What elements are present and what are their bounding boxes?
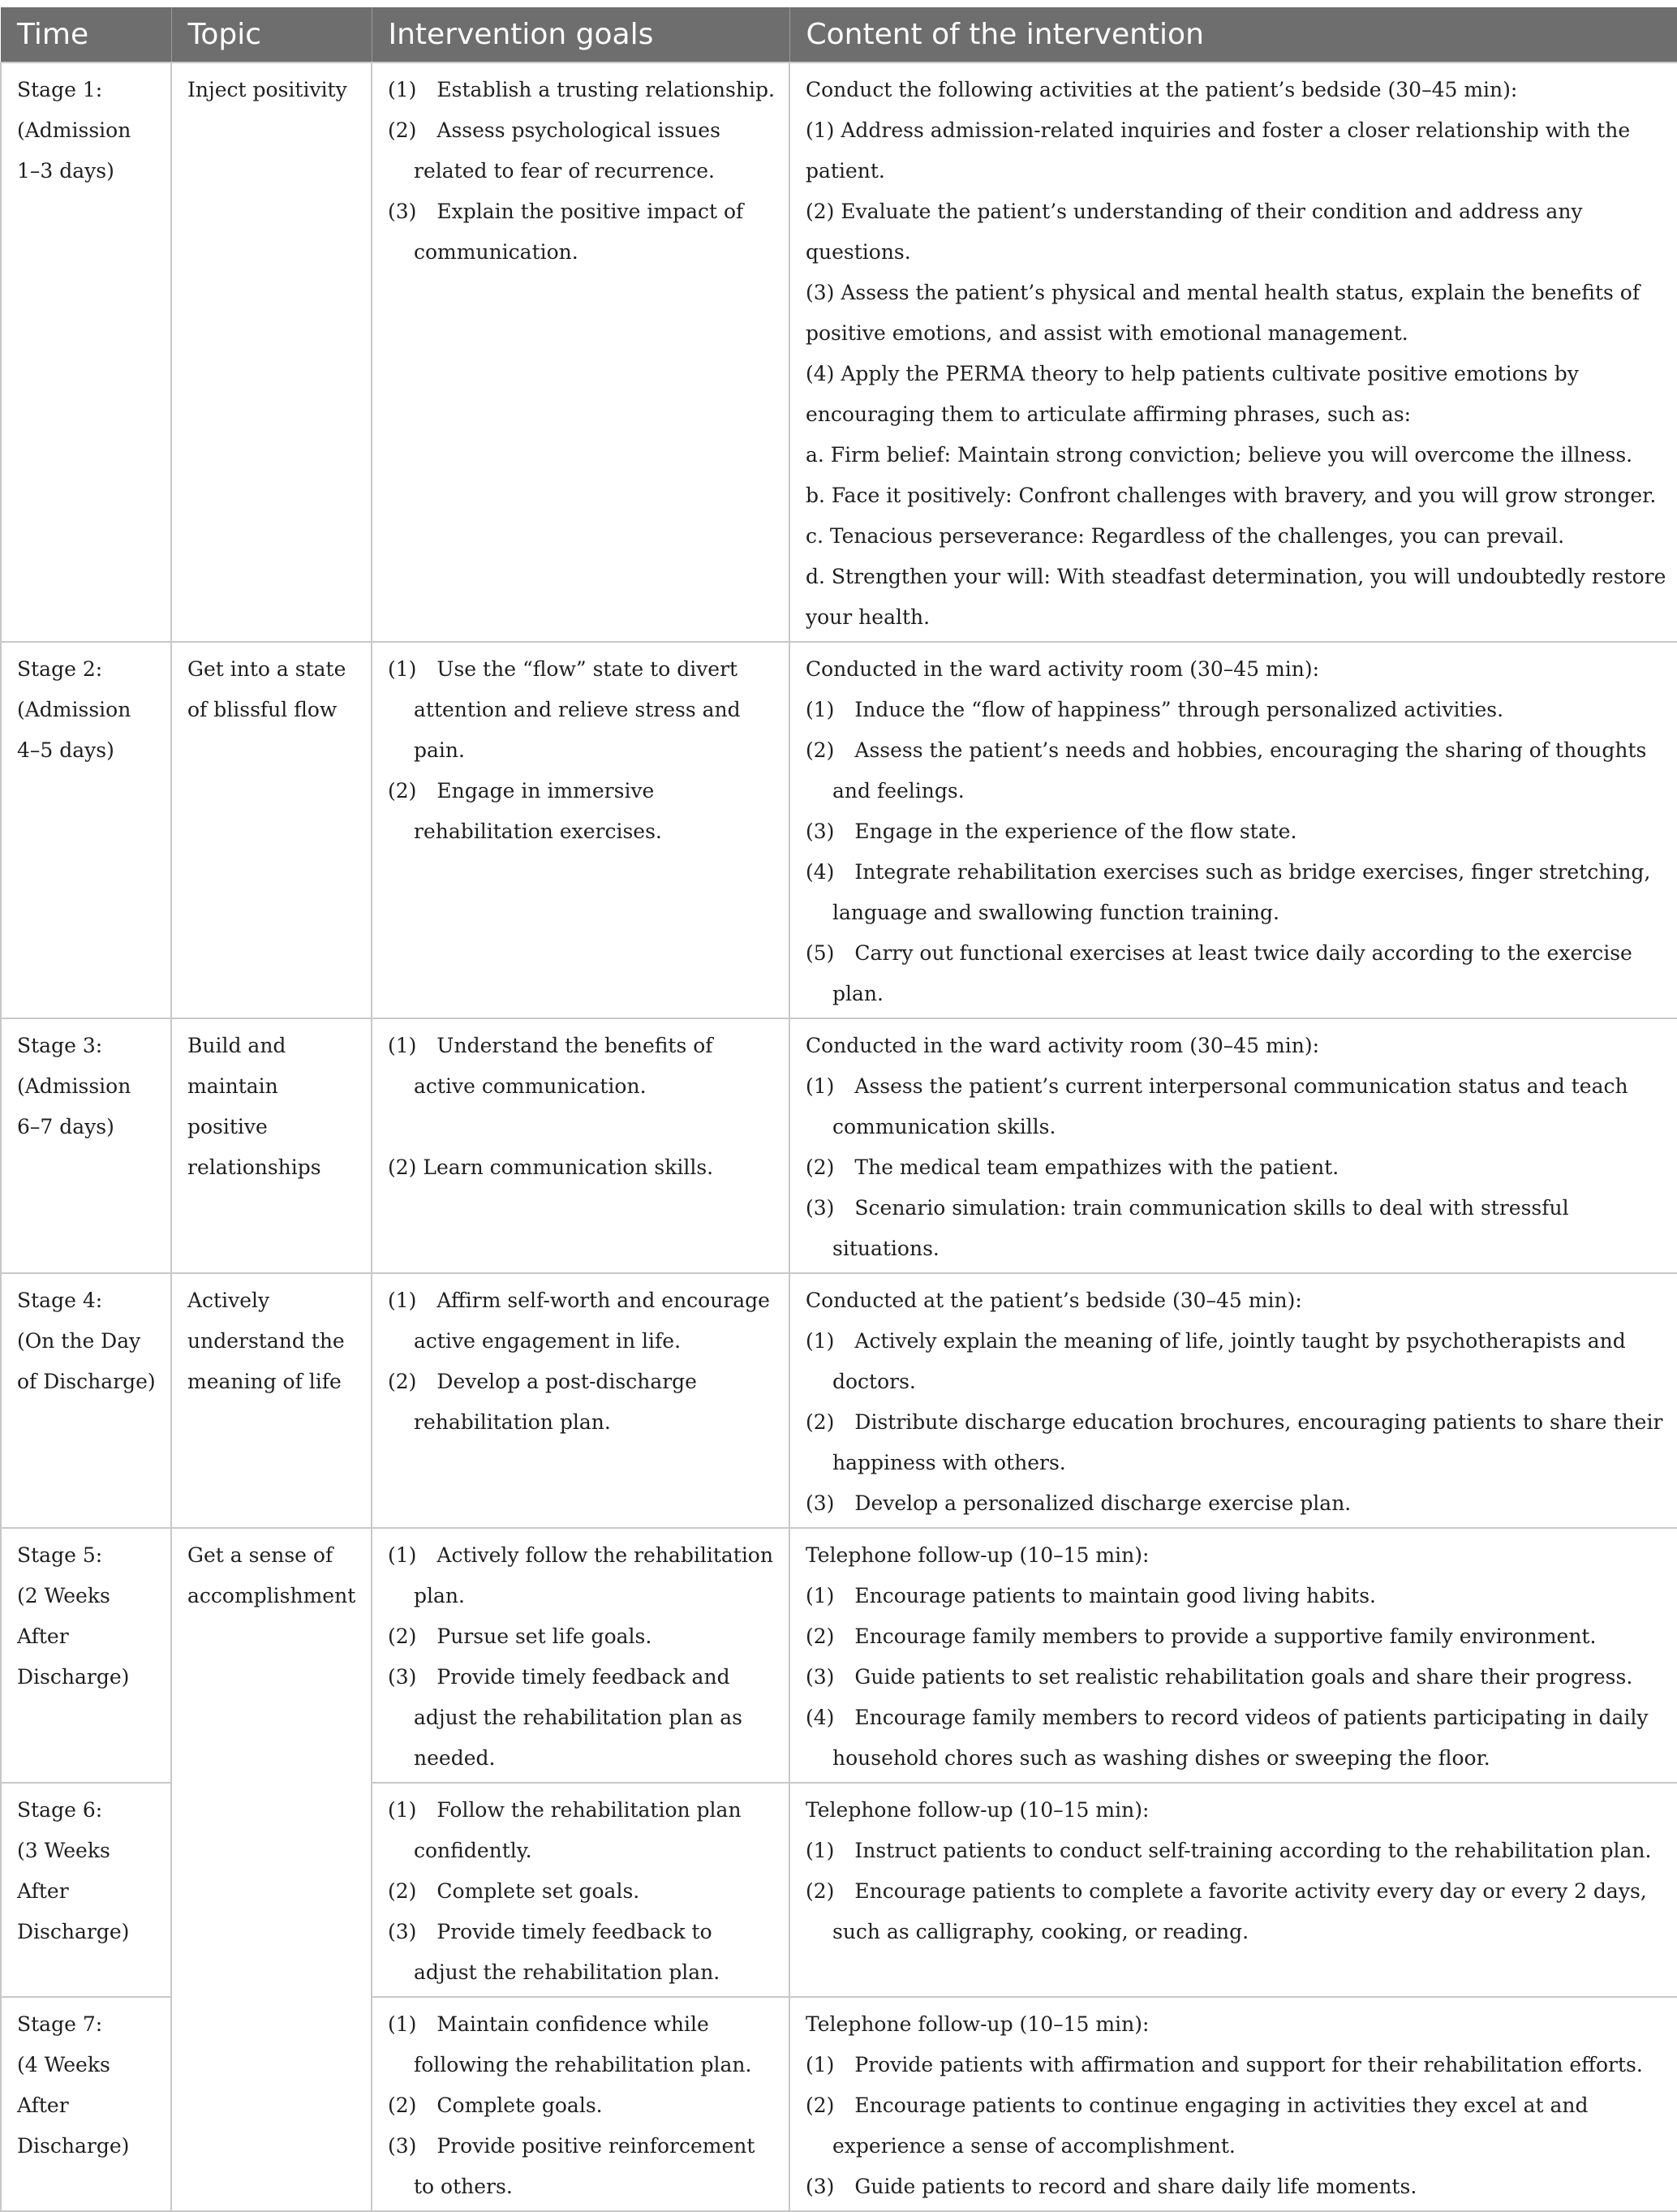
time-line: (Admission [17,698,131,721]
cell-content [789,1528,1677,1783]
cell-time [1,1528,171,1783]
content-item: (3) Engage in the experience of the flow state. [806,820,1297,843]
cell-topic [171,642,372,1018]
topic-text: Actively understand the meaning of life [187,1289,345,1393]
table-row [1,1273,1677,1528]
time-line: After [17,1625,69,1648]
content-item: (2) Encourage family members to provide a supportive family environment. [806,1625,1597,1648]
header-content: Content of the intervention [789,7,1677,62]
goal-item: (1) Establish a trusting relationship. [388,78,775,101]
goal-item: (2) Complete goals. [388,2094,603,2117]
content-item: (2) Evaluate the patient’s understanding of their condition and address any questions. [806,200,1583,264]
time-line: (On the Day [17,1329,141,1353]
content-item: (2) Distribute discharge education brochures, encouraging patients to share their happiness with others. [806,1410,1663,1474]
content-item: (3) Assess the patient’s physical and mental health status, explain the benefits of positive emotions, and assist with emotional management. [806,281,1640,345]
cell-content [789,1997,1677,2211]
goal-item: (1) Follow the rehabilitation plan confidently. [388,1798,742,1862]
time-line: 6–7 days) [17,1115,114,1138]
cell-goals [372,1997,789,2211]
cell-goals [372,1018,789,1273]
time-line: (Admission [17,1074,131,1098]
content-item: (1) Induce the “flow of happiness” through personalized activities. [806,698,1504,721]
content-item: (4) Integrate rehabilitation exercises such as bridge exercises, finger stretching, language and swallowing function training. [806,860,1651,924]
goal-item: (1) Actively follow the rehabilitation plan. [388,1543,773,1607]
cell-topic [171,1018,372,1273]
cell-time [1,1783,171,1997]
content-item: a. Firm belief: Maintain strong conviction; believe you will overcome the illness. [806,443,1633,467]
cell-content [789,1273,1677,1528]
goal-item: (2) Pursue set life goals. [388,1625,652,1648]
header-goals: Intervention goals [372,7,789,62]
time-line: 4–5 days) [17,738,114,762]
content-intro: Telephone follow-up (10–15 min): [806,2012,1150,2036]
time-line: Stage 2: [17,657,103,681]
goal-item: (3) Provide positive reinforcement to others. [388,2134,755,2198]
goal-item [388,1107,779,1147]
goal-item: (2) Engage in immersive rehabilitation exercises. [388,779,662,843]
header-topic: Topic [171,7,372,62]
time-line: Discharge) [17,1920,130,1943]
content-item: (1) Assess the patient’s current interpersonal communication status and teach communication skills. [806,1074,1628,1138]
content-item: (5) Carry out functional exercises at least twice daily according to the exercise plan. [806,941,1632,1005]
content-item: (3) Scenario simulation: train communication skills to deal with stressful situations. [806,1196,1569,1260]
cell-time [1,1018,171,1273]
goal-item: (1) Use the “flow” state to divert attention and relieve stress and pain. [388,657,741,762]
content-item: (4) Encourage family members to record videos of patients participating in daily household chores such as washing dishes or sweeping the floor. [806,1706,1649,1770]
content-item: c. Tenacious perseverance: Regardless of the challenges, you can prevail. [806,524,1565,548]
content-item: d. Strengthen your will: With steadfast determination, you will undoubtedly restore your health. [806,565,1666,629]
table-row [1,642,1677,1018]
time-line: Stage 6: [17,1798,103,1822]
time-line: Stage 4: [17,1289,103,1312]
goal-item: (2) Complete set goals. [388,1879,640,1903]
header-time: Time [1,7,171,62]
cell-time [1,62,171,642]
time-line: Discharge) [17,2134,130,2158]
content-item: (3) Develop a personalized discharge exercise plan. [806,1491,1352,1515]
goal-item: (1) Affirm self-worth and encourage active engagement in life. [388,1289,770,1353]
content-item: (4) Apply the PERMA theory to help patients cultivate positive emotions by encouraging them to articulate affirming phrases, such as: [806,362,1579,426]
content-item: (1) Address admission-related inquiries and foster a closer relationship with the patient. [806,118,1631,183]
cell-time [1,1273,171,1528]
header-row [1,7,1677,62]
cell-goals [372,642,789,1018]
time-line: Discharge) [17,1665,130,1689]
cell-content [789,642,1677,1018]
time-line: 1–3 days) [17,159,114,183]
time-line: (Admission [17,118,131,142]
content-intro: Conducted in the ward activity room (30–45 min): [806,657,1320,681]
cell-topic [171,62,372,642]
cell-goals [372,1783,789,1997]
time-line: Stage 5: [17,1543,103,1567]
cell-topic [171,1273,372,1528]
goal-item: (1) Understand the benefits of active communication. [388,1034,713,1098]
goal-item: (3) Explain the positive impact of communication. [388,200,744,264]
time-line: Stage 3: [17,1034,103,1057]
goal-item: (1) Maintain confidence while following the rehabilitation plan. [388,2012,752,2076]
table-row [1,1528,1677,1783]
goal-item: (2) Learn communication skills. [388,1155,714,1179]
content-item: (2) Encourage patients to continue engaging in activities they excel at and experience a sense of accomplishment. [806,2094,1589,2158]
goal-item: (3) Provide timely feedback to adjust the rehabilitation plan. [388,1920,720,1984]
cell-topic [171,1528,372,2211]
cell-content [789,1783,1677,1997]
cell-time [1,642,171,1018]
time-line: (4 Weeks [17,2053,110,2076]
content-item: (2) Assess the patient’s needs and hobbies, encouraging the sharing of thoughts and feelings. [806,738,1647,803]
content-item: (1) Actively explain the meaning of life, jointly taught by psychotherapists and doctors. [806,1329,1626,1393]
time-line: of Discharge) [17,1370,156,1393]
intervention-table [0,7,1677,2212]
cell-goals [372,1273,789,1528]
table-row [1,1018,1677,1273]
content-item: (1) Instruct patients to conduct self-training according to the rehabilitation plan. [806,1839,1652,1862]
content-intro: Conducted in the ward activity room (30–45 min): [806,1034,1320,1057]
content-item: b. Face it positively: Confront challenges with bravery, and you will grow stronger. [806,484,1657,507]
time-line: Stage 7: [17,2012,103,2036]
content-item: (1) Provide patients with affirmation and support for their rehabilitation efforts. [806,2053,1643,2076]
goal-item: (2) Develop a post-discharge rehabilitation plan. [388,1370,697,1434]
content-item: (3) Guide patients to set realistic rehabilitation goals and share their progress. [806,1665,1633,1689]
content-intro: Telephone follow-up (10–15 min): [806,1798,1150,1822]
time-line: After [17,2094,69,2117]
table-body [1,62,1677,2211]
cell-content [789,62,1677,642]
topic-text: Inject positivity [187,78,347,101]
topic-text: Build and maintain positive relationships [187,1034,321,1179]
time-line: Stage 1: [17,78,103,101]
goal-item: (2) Assess psychological issues related to fear of recurrence. [388,118,720,183]
content-intro: Conducted at the patient’s bedside (30–45 min): [806,1289,1302,1312]
content-item: (2) The medical team empathizes with the patient. [806,1155,1339,1179]
goal-item: (3) Provide timely feedback and adjust the rehabilitation plan as needed. [388,1665,742,1770]
cell-goals [372,62,789,642]
table-row [1,62,1677,642]
content-intro: Telephone follow-up (10–15 min): [806,1543,1150,1567]
topic-text: Get into a state of blissful flow [187,657,346,721]
content-item: (2) Encourage patients to complete a favorite activity every day or every 2 days, such as calligraphy, cooking, or reading. [806,1879,1647,1943]
time-line: (2 Weeks [17,1584,110,1607]
time-line: After [17,1879,69,1903]
cell-time [1,1997,171,2211]
cell-goals [372,1528,789,1783]
content-intro: Conduct the following activities at the patient’s bedside (30–45 min): [806,78,1518,101]
content-item: (1) Encourage patients to maintain good living habits. [806,1584,1376,1607]
time-line: (3 Weeks [17,1839,110,1862]
content-item: (3) Guide patients to record and share daily life moments. [806,2175,1417,2198]
cell-content [789,1018,1677,1273]
topic-text: Get a sense of accomplishment [187,1543,356,1607]
